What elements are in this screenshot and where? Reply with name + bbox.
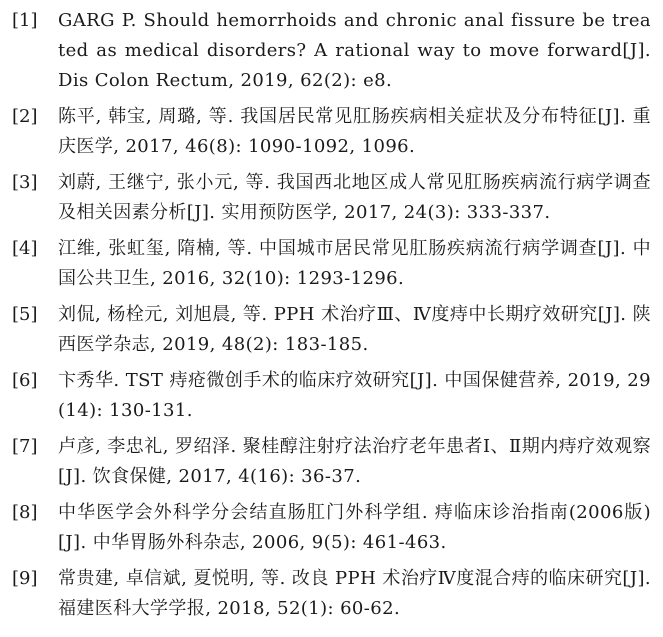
reference-item (12, 432, 651, 492)
reference-item (12, 168, 651, 228)
reference-item (12, 6, 651, 96)
reference-text: 江维, 张虹玺, 隋楠, 等. 中国城市居民常见肛肠疾病流行病学调查[J]. 中国公共卫生, 2016, 32(10): 1293-1296. (58, 238, 651, 289)
reference-item (12, 234, 651, 294)
reference-item (12, 300, 651, 360)
reference-text: 陈平, 韩宝, 周璐, 等. 我国居民常见肛肠疾病相关症状及分布特征[J]. 重庆医学, 2017, 46(8): 1090-1092, 1096. (58, 106, 651, 157)
reference-text: 卢彦, 李忠礼, 罗绍泽. 聚桂醇注射疗法治疗老年患者Ⅰ、Ⅱ期内痔疗效观察[J]. 饮食保健, 2017, 4(16): 36-37. (58, 436, 651, 487)
reference-number: [2] (12, 106, 38, 127)
reference-number: [9] (12, 568, 38, 589)
reference-number: [6] (12, 370, 38, 391)
reference-number: [1] (12, 10, 38, 31)
reference-text: 刘侃, 杨栓元, 刘旭晨, 等. PPH 术治疗Ⅲ、Ⅳ度痔中长期疗效研究[J]. 陕西医学杂志, 2019, 48(2): 183-185. (58, 304, 651, 355)
reference-text: 卞秀华. TST 痔疮微创手术的临床疗效研究[J]. 中国保健营养, 2019, 29(14): 130-131. (58, 370, 651, 421)
reference-text: 常贵建, 卓信斌, 夏悦明, 等. 改良 PPH 术治疗Ⅳ度混合痔的临床研究[J]. 福建医科大学学报, 2018, 52(1): 60-62. (58, 568, 651, 619)
reference-text: 刘蔚, 王继宁, 张小元, 等. 我国西北地区成人常见肛肠疾病流行病学调查及相关因素分析[J]. 实用预防医学, 2017, 24(3): 333-337. (58, 172, 651, 223)
reference-number: [7] (12, 436, 38, 457)
reference-text: 中华医学会外科学分会结直肠肛门外科学组. 痔临床诊治指南(2006版)[J]. 中华胃肠外科杂志, 2006, 9(5): 461-463. (58, 502, 651, 553)
reference-number: [8] (12, 502, 38, 523)
reference-item (12, 498, 651, 558)
reference-item (12, 366, 651, 426)
reference-number: [5] (12, 304, 38, 325)
reference-item (12, 564, 651, 624)
reference-text: GARG P. Should hemorrhoids and chronic anal fissure be treated as medical disorders? A rational way to move forward[J]. Dis Colon Rectum, 2019, 62(2): e8. (58, 10, 651, 91)
reference-number: [4] (12, 238, 38, 259)
reference-number: [3] (12, 172, 38, 193)
reference-item (12, 102, 651, 162)
